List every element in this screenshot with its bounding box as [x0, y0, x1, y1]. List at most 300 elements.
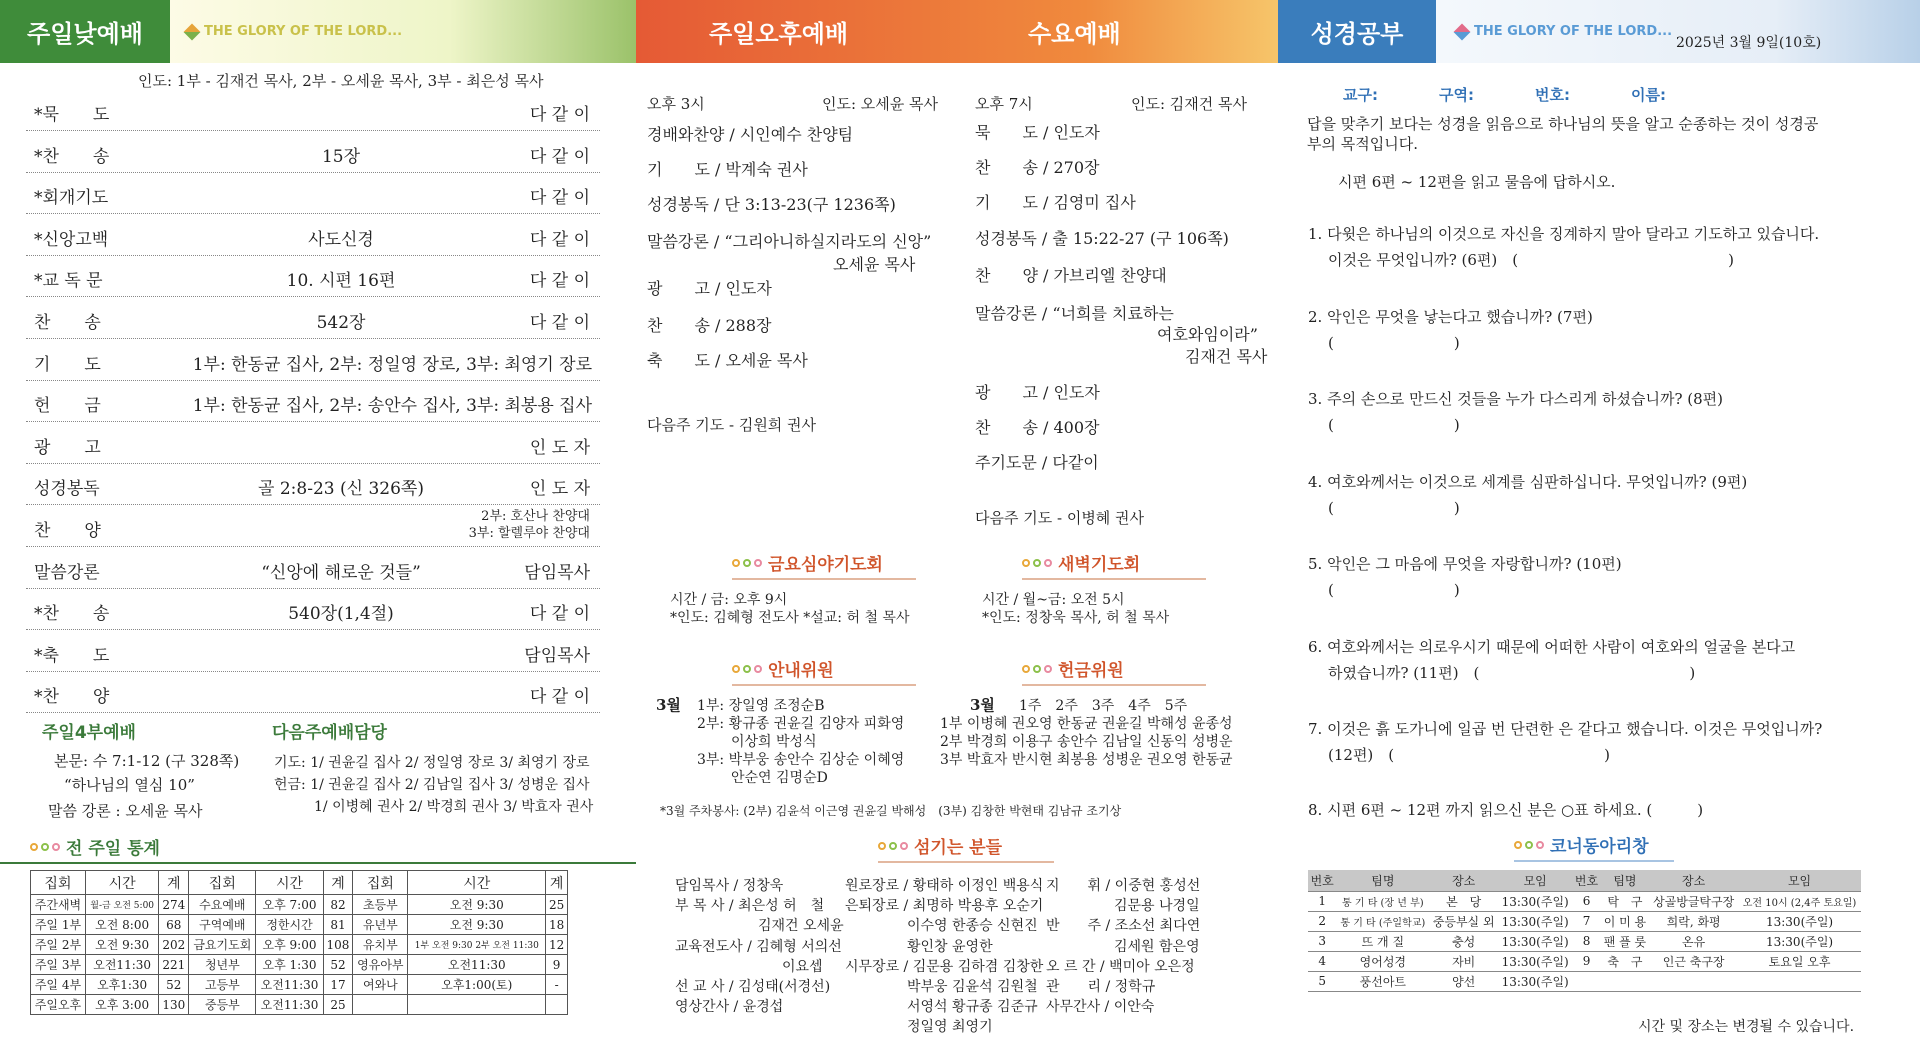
club-cell: 8: [1572, 931, 1600, 951]
order-detail: 15장: [321, 146, 361, 167]
order-label: 헌 금: [34, 396, 101, 417]
order-item: 찬 송 / 288장: [647, 316, 772, 335]
answer-blank[interactable]: ( ): [1328, 581, 1460, 599]
stats-cell: 12: [546, 935, 568, 955]
friday-prayer-title: 금요심야기도회: [732, 550, 916, 580]
dots-icon: [1022, 559, 1052, 567]
ushers-line: 안순연 김명순D: [731, 770, 828, 786]
offering-line: 2부 박경희 이용구 송안수 김남일 신동익 성병운: [940, 734, 1233, 750]
staff-line: 반 주 / 조소선 최다연: [1046, 918, 1201, 934]
order-item: 주기도문 / 다같이: [975, 453, 1099, 472]
stats-header-cell: 시간: [85, 871, 158, 895]
dawn-line: 시간 / 월~금: 오전 5시: [982, 592, 1125, 608]
divider: [0, 862, 636, 864]
stats-cell: 월-금 오전 5:00: [85, 895, 158, 915]
order-detail: 1부: 한동균 집사, 2부: 송안수 집사, 3부: 최봉용 집사: [192, 396, 592, 417]
staff-line: 선 교 사 / 김성태(서경선): [675, 979, 831, 995]
next-week-title: 다음주예배담당: [272, 723, 387, 743]
stats-cell: 68: [159, 915, 189, 935]
stats-cell: 오전11:30: [256, 975, 323, 995]
order-item: 말씀강론 / “그리아니하실지라도의 신앙”: [647, 232, 932, 251]
stats-header-cell: 집회: [31, 871, 86, 895]
order-performer: 다 같 이: [529, 604, 590, 625]
question-text: 5. 악인은 그 마음에 무엇을 자랑합니까? (10편): [1308, 555, 1622, 573]
fourth-line: 본문: 수 7:1-12 (구 328쪽): [54, 752, 240, 770]
staff-line: 지 휘 / 이중현 홍성선: [1046, 878, 1201, 894]
order-label: *묵 도: [34, 105, 110, 125]
question-text: 6. 여호와께서는 의로우시기 때문에 어떠한 사람이 여호와의 얼굴을 본다고: [1308, 638, 1796, 656]
header-glory-banner-1: [170, 0, 636, 63]
glory-text: THE GLORY OF THE LORD...: [186, 24, 402, 39]
order-row: [26, 423, 600, 464]
header-glory-banner-2: [1436, 0, 1920, 63]
order-performer: 담임목사: [524, 562, 590, 583]
club-cell: 6: [1572, 891, 1600, 911]
answer-blank[interactable]: ( ): [1328, 499, 1460, 517]
stats-cell: 초등부: [353, 895, 408, 915]
order-row: [26, 589, 600, 630]
order-row: [26, 132, 600, 173]
club-cell: 오전 10시 (2,4주 토요일): [1738, 891, 1861, 911]
stats-header-cell: 계: [159, 871, 189, 895]
order-item: 광 고 / 인도자: [647, 279, 772, 298]
order-label: *찬 송: [34, 604, 110, 625]
order-item: 기 도 / 김영미 집사: [975, 193, 1136, 212]
club-cell: 1: [1308, 891, 1336, 911]
club-row: [1308, 971, 1861, 991]
stats-cell: 주일 3부: [31, 955, 86, 975]
stats-cell: 25: [323, 995, 353, 1015]
afternoon-next-prayer: 다음주 기도 - 김원희 권사: [647, 416, 817, 434]
next-week-line: 1/ 이병혜 권사 2/ 박경희 권사 3/ 박효자 권사: [314, 799, 594, 815]
stats-cell: 오후1:00(토): [408, 975, 546, 995]
club-cell: 온유: [1649, 931, 1738, 951]
order-item: 김재건 목사: [1185, 347, 1268, 366]
club-cell: 중등부실 외: [1429, 911, 1498, 931]
header-title-afternoon: 주일오후예배: [709, 20, 849, 48]
staff-title: 섬기는 분들: [878, 833, 1054, 863]
stats-cell: 130: [159, 995, 189, 1015]
fourth-service-title: 주일4부예배: [42, 723, 136, 743]
club-title: 코너동아리창: [1514, 832, 1674, 862]
answer-blank[interactable]: 하였습니까? (11편) ( ): [1328, 664, 1696, 682]
stats-cell: 81: [323, 915, 353, 935]
staff-line: 영상간사 / 윤경섭: [675, 999, 784, 1015]
fourth-line: “하나님의 열심 10”: [64, 776, 195, 794]
stats-row: [31, 975, 568, 995]
stats-cell: 주일 2부: [31, 935, 86, 955]
order-row: [26, 256, 600, 297]
order-detail: 10. 시편 16편: [286, 271, 396, 292]
club-header-cell: 번호: [1308, 870, 1336, 891]
club-header-cell: 장소: [1429, 870, 1498, 891]
field-name: 이름:: [1631, 86, 1666, 104]
order-row: [26, 298, 600, 339]
header-afternoon-wednesday: [636, 0, 1278, 63]
field-number: 번호:: [1535, 86, 1570, 104]
order-row: [26, 506, 600, 547]
stats-header-cell: 시간: [256, 871, 323, 895]
dots-icon: [1022, 665, 1052, 673]
staff-line: 김세원 함은영: [1114, 939, 1200, 955]
afternoon-leader: 인도: 오세윤 목사: [822, 95, 939, 113]
order-row: [26, 215, 600, 256]
club-cell: 본 당: [1429, 891, 1498, 911]
study-fields: [1343, 84, 1666, 105]
next-week-line: 헌금: 1/ 권윤길 집사 2/ 김남일 집사 3/ 성병운 집사: [274, 777, 590, 793]
staff-line: 원로장로 / 황태하 이정인 백용식: [845, 878, 1044, 894]
stats-cell: 주일 4부: [31, 975, 86, 995]
stats-header-cell: 계: [323, 871, 353, 895]
header-bible-study: [1278, 0, 1436, 63]
staff-line: 이수영 한종승 신현진: [907, 918, 1038, 934]
stats-cell: 25: [546, 895, 568, 915]
stats-cell: 오전 8:00: [85, 915, 158, 935]
answer-blank[interactable]: ( ): [1328, 416, 1460, 434]
order-performer: 인 도 자: [529, 437, 590, 458]
ushers-line: 이상희 박성식: [731, 734, 817, 750]
club-cell: 13:30(주일): [1498, 931, 1572, 951]
stats-cell: 고등부: [189, 975, 256, 995]
dots-icon: [30, 843, 60, 851]
order-item: 묵 도 / 인도자: [975, 123, 1100, 142]
club-cell: 4: [1308, 951, 1336, 971]
order-detail: 540장(1,4절): [288, 604, 394, 625]
stats-row: [31, 995, 568, 1015]
club-cell: 7: [1572, 911, 1600, 931]
staff-line: 황인창 윤영한: [907, 939, 993, 955]
stats-header-cell: 집회: [353, 871, 408, 895]
order-performer: 담임목사: [524, 645, 590, 666]
order-performer: 인 도 자: [529, 479, 590, 500]
club-cell: 2: [1308, 911, 1336, 931]
club-cell: 풍선아트: [1336, 971, 1429, 991]
question-text: 4. 여호와께서는 이것으로 세계를 심판하십니다. 무엇입니까? (9편): [1308, 473, 1748, 491]
stats-cell: 108: [323, 935, 353, 955]
stats-cell: 오전 9:30: [85, 935, 158, 955]
club-cell: 인근 축구장: [1649, 951, 1738, 971]
stats-cell: -: [546, 975, 568, 995]
stats-cell: 주일 1부: [31, 915, 86, 935]
stats-cell: 오후 1:30: [256, 955, 323, 975]
club-cell: 영어성경: [1336, 951, 1429, 971]
order-row: [26, 464, 600, 505]
club-row: [1308, 891, 1861, 911]
staff-line: 은퇴장로 / 최명하 박용후 오순기: [845, 898, 1044, 914]
club-header-cell: 팀명: [1336, 870, 1429, 891]
answer-blank[interactable]: ( ): [1328, 334, 1460, 352]
staff-line: 박부웅 김윤석 김원철: [907, 979, 1038, 995]
club-cell: 13:30(주일): [1498, 971, 1572, 991]
stats-cell: 52: [323, 955, 353, 975]
stats-row: [31, 895, 568, 915]
order-item: 말씀강론 / “너희를 치료하는: [975, 304, 1174, 323]
order-performer: 다 같 이: [529, 105, 590, 125]
stats-cell: 17: [323, 975, 353, 995]
fourth-line: 말씀 강론 : 오세윤 목사: [48, 802, 203, 820]
stats-cell: 청년부: [189, 955, 256, 975]
stats-header-cell: 시간: [408, 871, 546, 895]
header-sunday-morning: [0, 0, 170, 63]
offering-line: 1부 이병혜 권오영 한동균 권윤길 박해성 윤종성: [940, 716, 1233, 732]
ushers-line: 2부: 황규종 권윤길 김양자 피화영: [697, 716, 905, 732]
order-item: 광 고 / 인도자: [975, 383, 1100, 402]
stats-cell: 18: [546, 915, 568, 935]
order-label: 말씀강론: [34, 562, 100, 583]
staff-line: 정일영 최영기: [907, 1019, 993, 1035]
dots-icon: [1514, 841, 1544, 849]
stats-cell: 오후 3:00: [85, 995, 158, 1015]
stats-cell: 오후 9:00: [256, 935, 323, 955]
order-label: 찬 양: [34, 521, 101, 541]
stats-cell: 여와나: [353, 975, 408, 995]
stats-cell: 유치부: [353, 935, 408, 955]
club-cell: [1601, 971, 1649, 991]
order-detail: 1부: 한동균 집사, 2부: 정일영 장로, 3부: 최영기 장로: [192, 354, 592, 375]
stats-cell: 52: [159, 975, 189, 995]
stats-cell: 221: [159, 955, 189, 975]
stats-cell: 금요기도회: [189, 935, 256, 955]
club-note: 시간 및 장소는 변경될 수 있습니다.: [1638, 1019, 1855, 1035]
staff-line: 이요셉: [782, 959, 823, 975]
issue-date: 2025년 3월 9일(10호): [1676, 35, 1822, 51]
order-performer: 다 같 이: [529, 687, 590, 708]
order-row: [26, 173, 600, 214]
question-text: 1. 다윗은 하나님의 이것으로 자신을 징계하지 말아 달라고 기도하고 있습니다.: [1308, 225, 1820, 243]
order-performer: 2부: 호산나 찬양대 3부: 할렐루야 찬양대: [468, 509, 590, 541]
ushers-line: 1부: 장일영 조정순B: [697, 698, 825, 714]
stats-table: [30, 870, 568, 1015]
answer-blank[interactable]: 이것은 무엇입니까? (6편) ( ): [1328, 251, 1734, 269]
question-text: 3. 주의 손으로 만드신 것들을 누가 다스리게 하셨습니까? (8편): [1308, 390, 1724, 408]
club-cell: 통 기 타 (주일학교): [1336, 911, 1429, 931]
order-performer: 다 같 이: [529, 229, 590, 250]
dots-icon: [732, 665, 762, 673]
club-header-cell: 번호: [1572, 870, 1600, 891]
order-row: [26, 548, 600, 589]
stats-title: 전 주일 통계: [30, 834, 160, 864]
stats-cell: 오전11:30: [85, 955, 158, 975]
ushers-line: 3부: 박부웅 송안수 김상순 이혜영: [697, 752, 905, 768]
club-cell: 팬 플 룻: [1601, 931, 1649, 951]
stats-cell: 274: [159, 895, 189, 915]
order-item: 성경봉독 / 단 3:13-23(구 1236쪽): [647, 195, 896, 214]
morning-leaders: 인도: 1부 - 김재건 목사, 2부 - 오세윤 목사, 3부 - 최은성 목사: [138, 72, 544, 90]
offering-head: 1주 2주 3주 4주 5주: [1019, 698, 1188, 714]
order-label: *회개기도: [34, 188, 109, 209]
order-label: *교 독 문: [34, 271, 103, 292]
club-cell: 13:30(주일): [1738, 911, 1861, 931]
order-row: [26, 381, 600, 422]
stats-header-cell: 계: [546, 871, 568, 895]
club-cell: 13:30(주일): [1738, 931, 1861, 951]
staff-line: 김재건 오세윤: [758, 918, 844, 934]
club-cell: 13:30(주일): [1498, 951, 1572, 971]
staff-line: 관 리 / 정학규: [1046, 979, 1156, 995]
order-performer: 다 같 이: [529, 313, 590, 333]
club-header-cell: 모임: [1498, 870, 1572, 891]
order-item: 성경봉독 / 출 15:22-27 (구 106쪽): [975, 229, 1229, 248]
stats-cell: 주일오후: [31, 995, 86, 1015]
order-item: 찬 송 / 400장: [975, 418, 1100, 437]
order-item: 여호와임이라”: [1157, 325, 1258, 344]
order-item: 경배와찬양 / 시인예수 찬양팀: [647, 125, 854, 144]
order-label: *찬 송: [34, 146, 110, 167]
order-label: *찬 양: [34, 687, 110, 708]
wednesday-leader: 인도: 김재건 목사: [1131, 95, 1248, 113]
club-header-cell: 모임: [1738, 870, 1861, 891]
stats-cell: 202: [159, 935, 189, 955]
club-cell: 토요일 오후: [1738, 951, 1861, 971]
offering-month: 3월: [970, 696, 995, 714]
stats-cell: 주간새벽: [31, 895, 86, 915]
stats-cell: 1부 오전 9:30 2부 오전 11:30: [408, 935, 546, 955]
staff-line: 교육전도사 / 김혜형 서의선: [675, 939, 842, 955]
order-performer: 다 같 이: [529, 146, 590, 167]
order-item: 축 도 / 오세윤 목사: [647, 351, 808, 370]
club-header-cell: 장소: [1649, 870, 1738, 891]
club-cell: 13:30(주일): [1498, 891, 1572, 911]
afternoon-time: 오후 3시: [647, 95, 705, 113]
stats-header-cell: 집회: [189, 871, 256, 895]
club-cell: 9: [1572, 951, 1600, 971]
question-text: 2. 악인은 무엇을 낳는다고 했습니까? (7편): [1308, 308, 1593, 326]
field-district: 구역:: [1439, 86, 1474, 104]
stats-cell: 오전11:30: [408, 955, 546, 975]
order-row: [26, 631, 600, 672]
offering-line: 3부 박효자 반시현 최봉용 성병운 권오영 한동균: [940, 752, 1233, 768]
stats-cell: 영유아부: [353, 955, 408, 975]
stats-cell: [408, 995, 546, 1015]
club-cell: [1572, 971, 1600, 991]
stats-cell: 오후 7:00: [256, 895, 323, 915]
staff-line: 담임목사 / 정창욱: [675, 878, 784, 894]
header-title: 성경공부: [1310, 20, 1404, 48]
study-instruction: 시편 6편 ~ 12편을 읽고 물음에 답하시오.: [1338, 173, 1616, 191]
club-cell: 충성: [1429, 931, 1498, 951]
club-header-cell: 팀명: [1601, 870, 1649, 891]
wednesday-time: 오후 7시: [975, 95, 1033, 113]
order-label: 찬 송: [34, 313, 101, 333]
stats-row: [31, 935, 568, 955]
order-detail: 542장: [316, 313, 366, 333]
order-row: [26, 672, 600, 713]
club-table: [1308, 870, 1861, 992]
stats-cell: [546, 995, 568, 1015]
staff-line: 김문용 나경일: [1114, 898, 1200, 914]
order-row: [26, 90, 600, 131]
stats-cell: 9: [546, 955, 568, 975]
stats-cell: 수요예배: [189, 895, 256, 915]
club-cell: 자비: [1429, 951, 1498, 971]
staff-line: 오 르 간 / 백미아 오은정: [1046, 959, 1195, 975]
order-row: [26, 340, 600, 381]
offering-committee-title: 헌금위원: [1022, 656, 1206, 686]
stats-row: [31, 915, 568, 935]
club-cell: 뜨 개 질: [1336, 931, 1429, 951]
order-performer: 다 같 이: [529, 188, 590, 209]
friday-line: 시간 / 금: 오후 9시: [670, 592, 788, 608]
stats-cell: 오전 9:30: [408, 915, 546, 935]
stats-cell: [353, 995, 408, 1015]
dawn-line: *인도: 정창욱 목사, 허 철 목사: [982, 610, 1170, 626]
order-item: 기 도 / 박계숙 권사: [647, 160, 808, 179]
club-cell: 5: [1308, 971, 1336, 991]
dots-icon: [732, 559, 762, 567]
stats-cell: 중등부: [189, 995, 256, 1015]
club-cell: 13:30(주일): [1498, 911, 1572, 931]
header-title-wednesday: 수요예배: [1028, 20, 1121, 48]
staff-line: 서영석 황규종 김준규: [907, 999, 1038, 1015]
order-label: 광 고: [34, 437, 101, 458]
header-title: 주일낮예배: [27, 20, 143, 48]
stats-cell: 오후1:30: [85, 975, 158, 995]
friday-line: *인도: 김혜형 전도사 *설교: 허 철 목사: [670, 610, 910, 626]
stats-cell: 정한시간: [256, 915, 323, 935]
stats-cell: 오전11:30: [256, 995, 323, 1015]
club-row: [1308, 911, 1861, 931]
order-label: *축 도: [34, 645, 110, 666]
club-cell: 3: [1308, 931, 1336, 951]
dots-icon: [878, 842, 908, 850]
club-row: [1308, 951, 1861, 971]
order-label: 기 도: [34, 354, 101, 375]
club-cell: 양선: [1429, 971, 1498, 991]
ushers-title: 안내위원: [732, 656, 916, 686]
staff-line: 부 목 사 / 최은성 허 철: [675, 898, 825, 914]
club-cell: 이 미 용: [1601, 911, 1649, 931]
club-cell: 희락, 화평: [1649, 911, 1738, 931]
parking-volunteers: *3월 주차봉사: (2부) 김윤석 이근영 권윤길 박해성 (3부) 김창한 박현태 김남규 조기상: [660, 804, 1122, 818]
glory-text: THE GLORY OF THE LORD...: [1456, 24, 1672, 39]
study-intro: 답을 맞추기 보다는 성경을 읽음으로 하나님의 뜻을 알고 순종하는 것이 성경공부의 목적입니다.: [1307, 115, 1819, 153]
question-text: 7. 이것은 흙 도가니에 일곱 번 단련한 은 같다고 했습니다. 이것은 무엇입니까?: [1308, 720, 1823, 738]
club-cell: 상골방글탁구장: [1649, 891, 1738, 911]
ushers-month: 3월: [656, 696, 681, 714]
stats-cell: 82: [323, 895, 353, 915]
club-cell: 탁 구: [1601, 891, 1649, 911]
answer-blank[interactable]: (12편) ( ): [1328, 746, 1610, 764]
order-item: 찬 양 / 가브리엘 찬양대: [975, 266, 1167, 285]
order-detail: 골 2:8-23 (신 326쪽): [258, 479, 424, 500]
diamond-icon: [1454, 23, 1471, 40]
club-cell: [1649, 971, 1738, 991]
order-label: 성경봉독: [34, 479, 100, 500]
order-item: 오세윤 목사: [833, 255, 916, 274]
club-cell: 통 기 타 (장 년 부): [1336, 891, 1429, 911]
wednesday-next-prayer: 다음주 기도 - 이병혜 권사: [975, 509, 1145, 527]
field-parish: 교구:: [1343, 86, 1378, 104]
stats-cell: 오전 9:30: [408, 895, 546, 915]
order-detail: “신앙에 해로운 것들”: [261, 562, 421, 583]
staff-line: 시무장로 / 김문용 김하겸 김창한: [845, 959, 1044, 975]
stats-row: [31, 955, 568, 975]
club-cell: 축 구: [1601, 951, 1649, 971]
club-row: [1308, 931, 1861, 951]
stats-cell: 구역예배: [189, 915, 256, 935]
dawn-prayer-title: 새벽기도회: [1022, 550, 1206, 580]
club-cell: [1738, 971, 1861, 991]
order-item: 찬 송 / 270장: [975, 158, 1100, 177]
diamond-icon: [184, 23, 201, 40]
order-performer: 다 같 이: [529, 271, 590, 292]
stats-cell: 유년부: [353, 915, 408, 935]
question-text: 8. 시편 6편 ~ 12편 까지 읽으신 분은 ○표 하세요. ( ): [1308, 801, 1704, 819]
order-detail: 사도신경: [308, 229, 374, 250]
staff-line: 사무간사 / 이안숙: [1046, 999, 1155, 1015]
next-week-line: 기도: 1/ 권윤길 집사 2/ 정일영 장로 3/ 최영기 장로: [274, 755, 590, 771]
order-label: *신앙고백: [34, 229, 109, 250]
